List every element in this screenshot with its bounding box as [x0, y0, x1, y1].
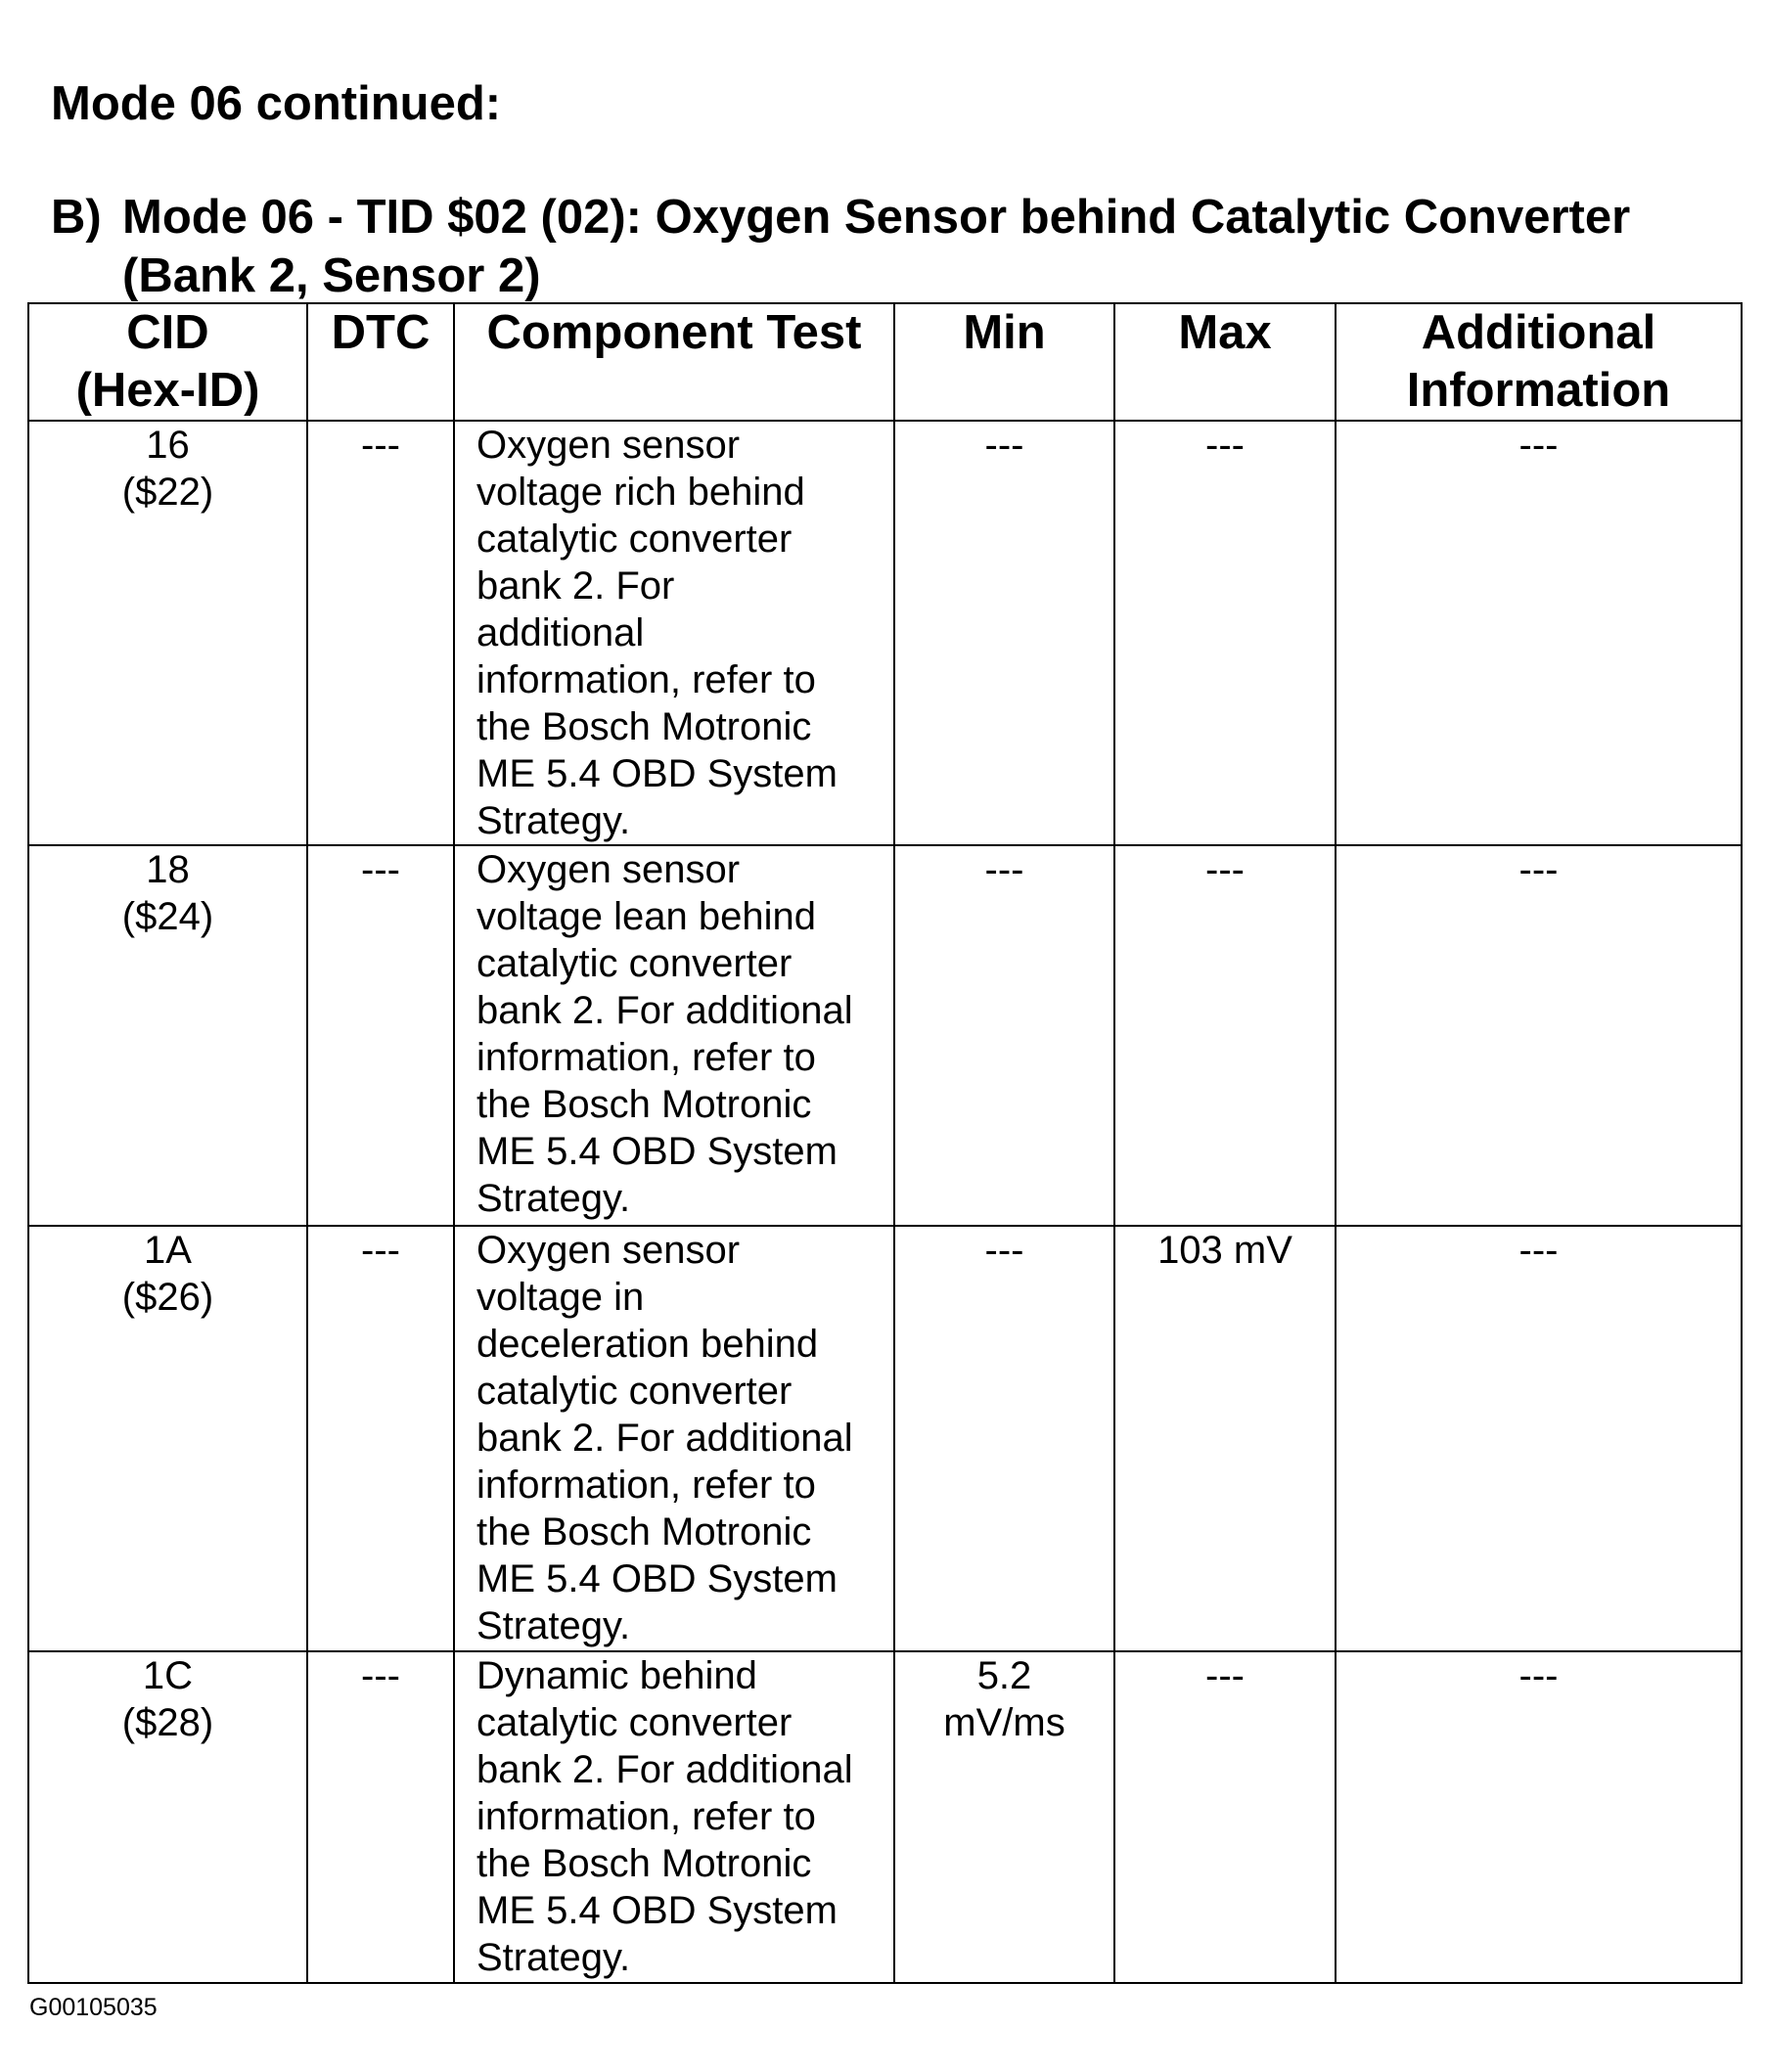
- header-component-test: Component Test: [454, 303, 894, 421]
- cell-min: ---: [894, 421, 1114, 845]
- header-cid: CID (Hex-ID): [28, 303, 307, 421]
- table-row: [28, 845, 1742, 1226]
- cell-max: ---: [1114, 1651, 1336, 1983]
- table-header-row: [28, 303, 1742, 421]
- cell-min: ---: [894, 1226, 1114, 1651]
- table-row: [28, 1651, 1742, 1983]
- table-row: [28, 421, 1742, 845]
- section-title: [51, 188, 1630, 247]
- cell-component-test: Oxygen sensor voltage in deceleration behind catalytic converter bank 2. For additional information, refer to the Bosch Motronic ME 5.4 OBD System Strategy.: [454, 1226, 894, 1651]
- cell-additional-information: ---: [1336, 1226, 1742, 1651]
- cell-min: ---: [894, 845, 1114, 1226]
- cell-max: ---: [1114, 421, 1336, 845]
- page-title: Mode 06 continued:: [51, 77, 502, 130]
- cell-cid: 18 ($24): [28, 845, 307, 1226]
- cell-component-test: Dynamic behind catalytic converter bank 2. For additional information, refer to the Bosch Motronic ME 5.4 OBD System Strategy.: [454, 1651, 894, 1983]
- section-title-line2: (Bank 2, Sensor 2): [122, 249, 541, 302]
- cell-max: ---: [1114, 845, 1336, 1226]
- cell-component-test: Oxygen sensor voltage rich behind catalytic converter bank 2. For additional information, refer to the Bosch Motronic ME 5.4 OBD System Strategy.: [454, 421, 894, 845]
- header-min: Min: [894, 303, 1114, 421]
- header-dtc: DTC: [307, 303, 454, 421]
- cell-cid: 16 ($22): [28, 421, 307, 845]
- table-row: [28, 1226, 1742, 1651]
- cell-cid: 1A ($26): [28, 1226, 307, 1651]
- cell-dtc: ---: [307, 1226, 454, 1651]
- cell-dtc: ---: [307, 1651, 454, 1983]
- section-letter: B): [51, 191, 102, 244]
- cell-max: 103 mV: [1114, 1226, 1336, 1651]
- figure-code: G00105035: [29, 1994, 158, 2021]
- header-max: Max: [1114, 303, 1336, 421]
- cell-dtc: ---: [307, 845, 454, 1226]
- cell-additional-information: ---: [1336, 1651, 1742, 1983]
- cell-dtc: ---: [307, 421, 454, 845]
- mode06-table: [27, 302, 1743, 1984]
- cell-additional-information: ---: [1336, 845, 1742, 1226]
- cell-cid: 1C ($28): [28, 1651, 307, 1983]
- cell-component-test: Oxygen sensor voltage lean behind catalytic converter bank 2. For additional information, refer to the Bosch Motronic ME 5.4 OBD System Strategy.: [454, 845, 894, 1226]
- cell-min: 5.2 mV/ms: [894, 1651, 1114, 1983]
- header-additional-information: Additional Information: [1336, 303, 1742, 421]
- section-title-line1: Mode 06 - TID $02 (02): Oxygen Sensor behind Catalytic Converter: [122, 191, 1631, 244]
- cell-additional-information: ---: [1336, 421, 1742, 845]
